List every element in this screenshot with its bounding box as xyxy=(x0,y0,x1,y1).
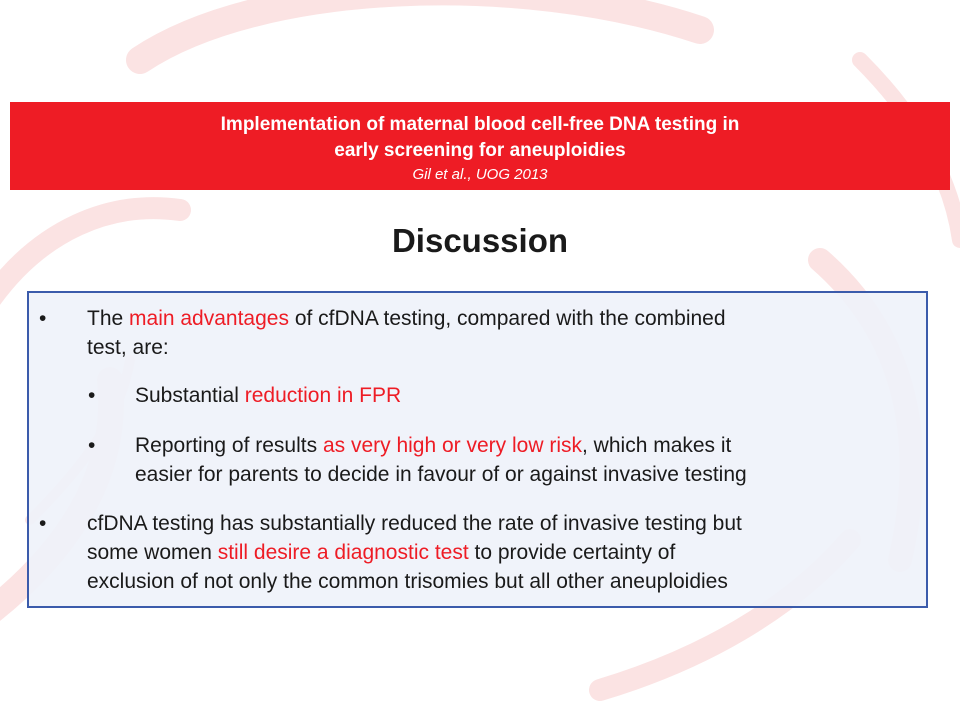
bullet-icon: • xyxy=(39,512,47,535)
subpoint-1-text-a: Substantial xyxy=(135,384,245,407)
discussion-point-2 xyxy=(29,293,926,606)
point-2-text-e: exclusion of not only the common trisomies but all other aneuploidies xyxy=(87,570,728,593)
title-banner xyxy=(10,102,950,190)
discussion-box xyxy=(27,291,928,608)
subpoint-2-highlight: as very high or very low risk xyxy=(322,434,583,457)
slide-heading: Discussion xyxy=(391,222,569,259)
point-2-text-a: cfDNA testing has substantially reduced the rate of invasive testing but xyxy=(87,512,742,535)
point-2-text-d: to provide certainty of xyxy=(468,541,676,564)
bullet-icon: • xyxy=(88,434,96,457)
subpoint-2-text-a: Reporting of results xyxy=(135,434,323,457)
point-1-highlight: main advantages xyxy=(129,307,289,330)
point-1-text-d: test, are: xyxy=(87,336,169,359)
point-2-highlight: still desire a diagnostic test xyxy=(217,541,469,564)
point-1-text-a: The xyxy=(87,307,130,330)
banner-title-line-1: Implementation of maternal blood cell-free DNA testing in xyxy=(220,114,740,135)
bullet-icon: • xyxy=(39,307,47,330)
point-1-text-c: of cfDNA testing, compared with the combined xyxy=(288,307,726,330)
subpoint-2-text-d: easier for parents to decide in favour of or against invasive testing xyxy=(135,463,747,486)
point-2-text-b: some women xyxy=(87,541,218,564)
banner-title-line-2: early screening for aneuploidies xyxy=(334,140,626,161)
bullet-icon: • xyxy=(88,384,96,407)
subpoint-2-text-c: , which makes it xyxy=(582,434,732,457)
subpoint-1-highlight: reduction in FPR xyxy=(244,384,402,407)
banner-citation: Gil et al., UOG 2013 xyxy=(412,166,548,183)
